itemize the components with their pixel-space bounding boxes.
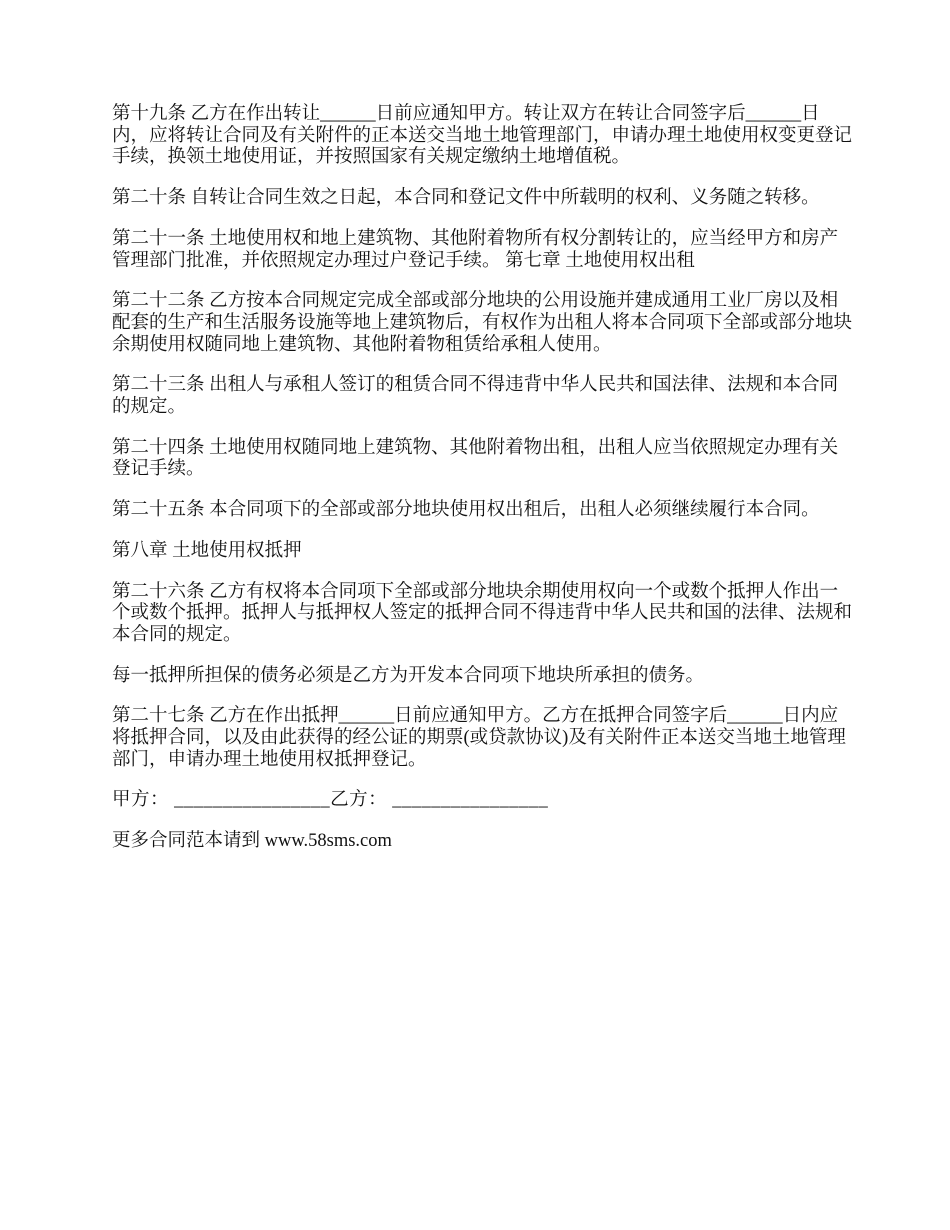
mortgage-debt-clause: 每一抵押所担保的债务必须是乙方为开发本合同项下地块所承担的债务。 [112, 665, 705, 686]
article-25-clause: 第二十五条 本合同项下的全部或部分地块使用权出租后，出租人必须继续履行本合同。 [112, 500, 820, 521]
chapter-8-heading: 第八章 土地使用权抵押 [112, 540, 302, 561]
contract-body [112, 104, 854, 872]
article-27-clause: 第二十七条 乙方在作出抵押______日前应通知甲方。乙方在抵押合同签字后______日内应将抵押合同，以及由此获得的经公证的期票(或贷款协议)及有关附件正本送交当地土地管理部门，申请办理土地使用权抵押登记。 [112, 706, 846, 770]
article-26-clause: 第二十六条 乙方有权将本合同项下全部或部分地块余期使用权向一个或数个抵押人作出一个或数个抵押。抵押人与抵押权人签定的抵押合同不得违背中华人民共和国的法律、法规和本合同的规定。 [112, 581, 853, 645]
signature-line: 甲方： ________________乙方： ________________ [112, 790, 549, 811]
article-24-clause: 第二十四条 土地使用权随同地上建筑物、其他附着物出租，出租人应当依照规定办理有关登记手续。 [112, 437, 839, 480]
footer-note: 更多合同范本请到 www.58sms.com [112, 831, 392, 852]
article-22-clause: 第二十二条 乙方按本合同规定完成全部或部分地块的公用设施并建成通用工业厂房以及相配套的生产和生活服务设施等地上建筑物后，有权作为出租人将本合同项下全部或部分地块余期使用权随同地上建筑物、其他附着物租赁给承租人使用。 [112, 291, 853, 355]
article-21-clause: 第二十一条 土地使用权和地上建筑物、其他附着物所有权分割转让的，应当经甲方和房产管理部门批准，并依照规定办理过户登记手续。 第七章 土地使用权出租 [112, 228, 839, 271]
article-19-clause: 第十九条 乙方在作出转让______日前应通知甲方。转让双方在转让合同签字后______日内，应将转让合同及有关附件的正本送交当地土地管理部门，申请办理土地使用权变更登记手续，换领土地使用证，并按照国家有关规定缴纳土地增值税。 [112, 104, 853, 168]
article-20-clause: 第二十条 自转让合同生效之日起，本合同和登记文件中所载明的权利、义务随之转移。 [112, 188, 820, 209]
article-23-clause: 第二十三条 出租人与承租人签订的租赁合同不得违背中华人民共和国法律、法规和本合同的规定。 [112, 375, 839, 418]
